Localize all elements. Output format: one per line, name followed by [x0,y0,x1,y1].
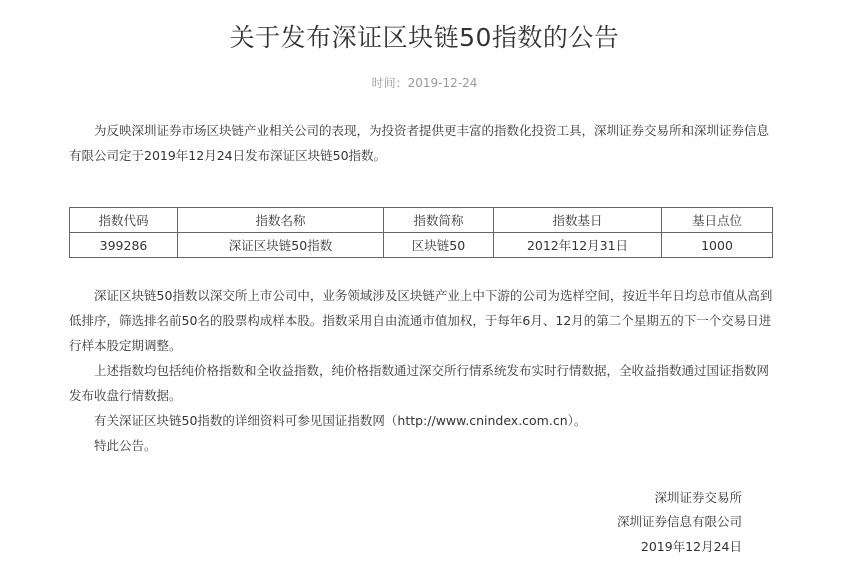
header-index-short-name: 指数简称 [384,208,494,233]
cell-index-name: 深证区块链50指数 [178,233,384,258]
cell-index-short-name: 区块链50 [384,233,494,258]
publish-time-value: 2019-12-24 [407,76,478,90]
cell-index-code: 399286 [70,233,178,258]
body-paragraph-reference: 有关深证区块链50指数的详细资料可参见国证指数网（http://www.cnindex.com.cn）。 [94,413,587,428]
body-paragraph-index-types: 上述指数均包括纯价格指数和全收益指数，纯价格指数通过深交所行情系统发布实时行情数据，全收益指数通过国证指数网发布收盘行情数据。 [69,363,770,403]
cell-base-date: 2012年12月31日 [494,233,662,258]
body-paragraph-methodology: 深证区块链50指数以深交所上市公司中，业务领域涉及区块链产业上中下游的公司为选样空间，按近半年日均总市值从高到低排序，筛选排名前50名的股票构成样本股。指数采用自由流通市值加权，于每年6月、12月的第二个星期五的下一个交易日进行样本股定期调整。 [69,288,773,353]
publish-time-label: 时间： [371,76,408,90]
publish-time [0,74,849,91]
signature-exchange: 深圳证券交易所 [654,490,742,505]
intro-paragraph: 为反映深圳证券市场区块链产业相关公司的表现，为投资者提供更丰富的指数化投资工具，深圳证券交易所和深圳证券信息有限公司定于2019年12月24日发布深证区块链50指数。 [69,123,770,163]
signature-date: 2019年12月24日 [640,539,742,554]
header-index-code: 指数代码 [70,208,178,233]
header-index-name: 指数名称 [178,208,384,233]
header-base-point: 基日点位 [662,208,773,233]
table-header-row [70,208,773,233]
body-paragraph-closing: 特此公告。 [94,438,157,453]
signature-company: 深圳证券信息有限公司 [616,514,742,529]
header-base-date: 指数基日 [494,208,662,233]
table-row [70,233,773,258]
index-info-table [69,207,773,258]
cell-base-point: 1000 [662,233,773,258]
page-title: 关于发布深证区块链50指数的公告 [229,23,620,52]
